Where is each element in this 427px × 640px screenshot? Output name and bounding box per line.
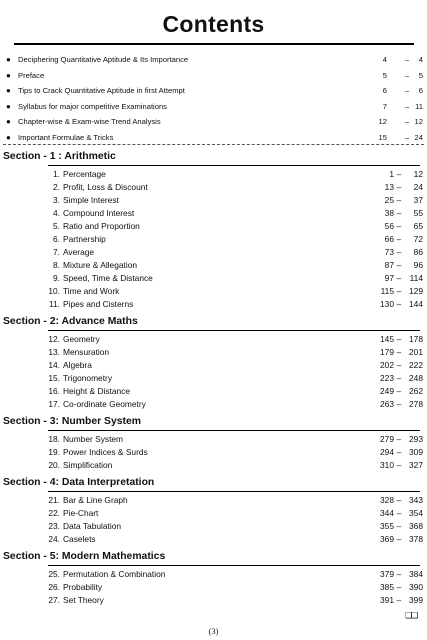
- bullet-icon: ●: [6, 132, 11, 142]
- page-start: 25: [384, 195, 394, 205]
- page-start: 12: [378, 117, 387, 126]
- page-range-dash: –: [404, 132, 410, 142]
- chapter-number: 22.: [48, 508, 60, 518]
- page-end: 72: [413, 234, 423, 244]
- chapter-number: 27.: [48, 595, 60, 605]
- item-label: Syllabus for major competitive Examinations: [18, 101, 167, 111]
- chapter-number: 3.: [53, 195, 60, 205]
- chapter-number: 19.: [48, 447, 60, 457]
- chapter-title: Height & Distance: [63, 386, 131, 396]
- chapter-title: Speed, Time & Distance: [63, 273, 153, 283]
- page-start: 6: [382, 86, 387, 95]
- sections-list: [0, 149, 427, 610]
- item-label: Important Formulae & Tricks: [18, 132, 114, 142]
- item-label: Preface: [18, 70, 45, 80]
- page-start: 202: [380, 360, 394, 370]
- page-end: 11: [415, 101, 423, 111]
- page-end: 384: [409, 569, 423, 579]
- bullet-icon: ●: [6, 101, 11, 111]
- chapter-title: Mixture & Allegation: [63, 260, 138, 270]
- chapter-number: 6.: [53, 234, 60, 244]
- chapter-row[interactable]: [0, 233, 427, 246]
- front-matter-item[interactable]: [0, 68, 427, 84]
- section-block: [0, 549, 427, 610]
- page-start: 328: [380, 495, 394, 505]
- chapter-row[interactable]: [0, 533, 427, 546]
- chapter-row[interactable]: [0, 259, 427, 272]
- chapter-number: 25.: [48, 569, 60, 579]
- chapter-number: 8.: [53, 260, 60, 270]
- chapter-row[interactable]: [0, 494, 427, 507]
- page-range-dash: –: [396, 260, 402, 270]
- chapter-number: 17.: [48, 399, 60, 409]
- page-range-dash: –: [396, 582, 402, 592]
- page-range-dash: –: [396, 386, 402, 396]
- page-range-dash: –: [396, 221, 402, 231]
- page-end: 6: [418, 86, 423, 95]
- section-rule: [48, 430, 420, 431]
- section-rule: [48, 165, 420, 166]
- page-start: 223: [380, 373, 394, 383]
- page-end: 201: [409, 347, 423, 357]
- page-start: 249: [380, 386, 394, 396]
- page-range-dash: –: [396, 534, 402, 544]
- chapter-row[interactable]: [0, 207, 427, 220]
- chapter-row[interactable]: [0, 272, 427, 285]
- section-title: Section - 1 : Arithmetic: [3, 151, 116, 162]
- page-range-dash: –: [396, 347, 402, 357]
- chapter-number: 23.: [48, 521, 60, 531]
- section-block: [0, 314, 427, 414]
- chapter-title: Percentage: [63, 169, 106, 179]
- chapter-number: 2.: [53, 182, 60, 192]
- bullet-icon: ●: [6, 86, 11, 95]
- chapter-row[interactable]: [0, 398, 427, 411]
- page-end: 129: [409, 286, 423, 296]
- page-range-dash: –: [396, 195, 402, 205]
- page-end: 144: [409, 299, 423, 309]
- chapter-title: Mensuration: [63, 347, 110, 357]
- chapter-title: Compound Interest: [63, 208, 135, 218]
- chapter-title: Number System: [63, 434, 124, 444]
- page-end: 327: [409, 460, 423, 470]
- chapter-title: Data Tabulation: [63, 521, 122, 531]
- bullet-icon: ●: [6, 55, 11, 64]
- page-start: 7: [382, 101, 387, 111]
- chapter-number: 24.: [48, 534, 60, 544]
- front-matter-list: [0, 52, 427, 145]
- page-end: 86: [413, 247, 423, 257]
- chapter-row[interactable]: [0, 581, 427, 594]
- page-title: Contents: [14, 6, 414, 45]
- chapter-title: Geometry: [63, 334, 100, 344]
- page-range-dash: –: [396, 247, 402, 257]
- page-range-dash: –: [404, 101, 410, 111]
- page-range-dash: –: [396, 569, 402, 579]
- chapter-row[interactable]: [0, 194, 427, 207]
- chapter-row[interactable]: [0, 346, 427, 359]
- page-start: 385: [380, 582, 394, 592]
- page-range-dash: –: [396, 334, 402, 344]
- section-gap: [0, 607, 427, 610]
- page-start: 263: [380, 399, 394, 409]
- page-end: 37: [413, 195, 423, 205]
- page-start: 15: [378, 132, 387, 142]
- page-end: 390: [409, 582, 423, 592]
- page-range-dash: –: [396, 434, 402, 444]
- page-header: [0, 6, 427, 45]
- page-range-dash: –: [396, 399, 402, 409]
- page-range-dash: –: [396, 595, 402, 605]
- chapter-number: 11.: [48, 299, 60, 309]
- page-end: 178: [409, 334, 423, 344]
- chapter-number: 10.: [48, 286, 60, 296]
- page-number: (3): [208, 626, 219, 636]
- section-rule: [48, 565, 420, 566]
- page-end: 278: [409, 399, 423, 409]
- page-range-dash: –: [404, 70, 410, 80]
- chapter-number: 18.: [48, 434, 60, 444]
- page-start: 369: [380, 534, 394, 544]
- page-end: 24: [413, 182, 423, 192]
- chapter-number: 13.: [48, 347, 60, 357]
- chapter-row[interactable]: [0, 568, 427, 581]
- page-range-dash: –: [396, 373, 402, 383]
- chapter-title: Pie-Chart: [63, 508, 99, 518]
- section-title: Section - 2: Advance Maths: [3, 316, 138, 327]
- page-end: 12: [414, 117, 423, 126]
- section-block: [0, 475, 427, 549]
- chapter-title: Algebra: [63, 360, 92, 370]
- page-end: 12: [413, 169, 423, 179]
- chapter-row[interactable]: [0, 446, 427, 459]
- section-rule: [48, 491, 420, 492]
- page-end: 222: [409, 360, 423, 370]
- chapter-row[interactable]: [0, 372, 427, 385]
- page-start: 73: [384, 247, 394, 257]
- chapter-row[interactable]: [0, 298, 427, 311]
- chapter-title: Probability: [63, 582, 103, 592]
- chapter-row[interactable]: [0, 285, 427, 298]
- page-start: 279: [380, 434, 394, 444]
- dashed-divider: [3, 144, 424, 145]
- page-range-dash: –: [396, 208, 402, 218]
- page-start: 5: [382, 70, 387, 80]
- continuation-mark: ❑❑: [405, 611, 418, 620]
- page-end: 24: [414, 132, 423, 142]
- section-title: Section - 4: Data Interpretation: [3, 477, 155, 488]
- page-end: 55: [413, 208, 423, 218]
- chapter-title: Bar & Line Graph: [63, 495, 128, 505]
- page-end: 368: [409, 521, 423, 531]
- page-end: 4: [418, 55, 423, 64]
- section-rule: [48, 330, 420, 331]
- chapter-number: 7.: [53, 247, 60, 257]
- chapter-number: 21.: [48, 495, 60, 505]
- page-end: 354: [409, 508, 423, 518]
- page-end: 378: [409, 534, 423, 544]
- page-start: 294: [380, 447, 394, 457]
- front-matter-item[interactable]: [0, 52, 427, 68]
- page-start: 344: [380, 508, 394, 518]
- chapter-title: Partnership: [63, 234, 106, 244]
- page-end: 65: [413, 221, 423, 231]
- chapter-row[interactable]: [0, 459, 427, 472]
- chapter-number: 16.: [48, 386, 60, 396]
- chapter-number: 15.: [48, 373, 60, 383]
- page-end: 293: [409, 434, 423, 444]
- front-matter-item[interactable]: [0, 83, 427, 99]
- chapter-title: Caselets: [63, 534, 96, 544]
- page-start: 4: [382, 55, 387, 64]
- page-start: 66: [384, 234, 394, 244]
- chapter-title: Power Indices & Surds: [63, 447, 148, 457]
- chapter-number: 12.: [48, 334, 60, 344]
- chapter-number: 9.: [53, 273, 60, 283]
- front-matter-item[interactable]: [0, 130, 427, 146]
- page-range-dash: –: [404, 86, 410, 95]
- page-range-dash: –: [396, 360, 402, 370]
- front-matter-item[interactable]: [0, 114, 427, 130]
- page-start: 145: [380, 334, 394, 344]
- bullet-icon: ●: [6, 117, 11, 126]
- page-range-dash: –: [396, 286, 402, 296]
- page-start: 13: [384, 182, 394, 192]
- item-label: Chapter-wise & Exam-wise Trend Analysis: [18, 117, 161, 126]
- page-start: 379: [380, 569, 394, 579]
- chapter-title: Simple Interest: [63, 195, 119, 205]
- page-end: 343: [409, 495, 423, 505]
- chapter-number: 5.: [53, 221, 60, 231]
- section-block: [0, 149, 427, 314]
- item-label: Tips to Crack Quantitative Aptitude in first Attempt: [18, 86, 185, 95]
- page-end: 248: [409, 373, 423, 383]
- page-start: 97: [384, 273, 394, 283]
- page-range-dash: –: [396, 234, 402, 244]
- page-start: 355: [380, 521, 394, 531]
- page-range-dash: –: [396, 273, 402, 283]
- chapter-title: Co-ordinate Geometry: [63, 399, 146, 409]
- page-range-dash: –: [396, 299, 402, 309]
- chapter-title: Ratio and Proportion: [63, 221, 140, 231]
- chapter-row[interactable]: [0, 220, 427, 233]
- page-end: 96: [413, 260, 423, 270]
- page-start: 38: [384, 208, 394, 218]
- chapter-title: Average: [63, 247, 95, 257]
- page-start: 310: [380, 460, 394, 470]
- chapter-row[interactable]: [0, 168, 427, 181]
- chapter-title: Simplification: [63, 460, 113, 470]
- bullet-icon: ●: [6, 70, 11, 80]
- item-label: Deciphering Quantitative Aptitude & Its Importance: [18, 55, 189, 64]
- page-start: 1: [389, 169, 394, 179]
- chapter-title: Set Theory: [63, 595, 104, 605]
- page-range-dash: –: [396, 447, 402, 457]
- page-start: 87: [384, 260, 394, 270]
- section-title: Section - 5: Modern Mathematics: [3, 551, 166, 562]
- chapter-number: 26.: [48, 582, 60, 592]
- page-range-dash: –: [396, 495, 402, 505]
- chapter-row[interactable]: [0, 507, 427, 520]
- page-range-dash: –: [396, 169, 402, 179]
- page-end: 5: [418, 70, 423, 80]
- page-end: 399: [409, 595, 423, 605]
- front-matter-item[interactable]: [0, 99, 427, 115]
- chapter-row[interactable]: [0, 594, 427, 607]
- page-range-dash: –: [396, 182, 402, 192]
- section-title: Section - 3: Number System: [3, 416, 142, 427]
- page-end: 309: [409, 447, 423, 457]
- page-range-dash: –: [396, 521, 402, 531]
- chapter-title: Permutation & Combination: [63, 569, 166, 579]
- chapter-title: Trigonometry: [63, 373, 113, 383]
- chapter-row[interactable]: [0, 246, 427, 259]
- chapter-number: 20.: [48, 460, 60, 470]
- page-start: 130: [380, 299, 394, 309]
- chapter-number: 14.: [48, 360, 60, 370]
- page-end: 262: [409, 386, 423, 396]
- page-range-dash: –: [396, 460, 402, 470]
- chapter-number: 4.: [53, 208, 60, 218]
- chapter-row[interactable]: [0, 333, 427, 346]
- chapter-row[interactable]: [0, 359, 427, 372]
- page-start: 115: [380, 286, 394, 296]
- page-range-dash: –: [396, 508, 402, 518]
- page-start: 56: [384, 221, 394, 231]
- page-start: 391: [380, 595, 394, 605]
- chapter-row[interactable]: [0, 385, 427, 398]
- chapter-title: Pipes and Cisterns: [63, 299, 134, 309]
- chapter-number: 1.: [53, 169, 60, 179]
- chapter-row[interactable]: [0, 433, 427, 446]
- chapter-row[interactable]: [0, 181, 427, 194]
- chapter-row[interactable]: [0, 520, 427, 533]
- chapter-title: Profit, Loss & Discount: [63, 182, 148, 192]
- chapter-title: Time and Work: [63, 286, 120, 296]
- page-range-dash: –: [404, 55, 410, 64]
- page-end: 114: [409, 273, 423, 283]
- section-block: [0, 414, 427, 475]
- page-start: 179: [380, 347, 394, 357]
- page-range-dash: –: [404, 117, 410, 126]
